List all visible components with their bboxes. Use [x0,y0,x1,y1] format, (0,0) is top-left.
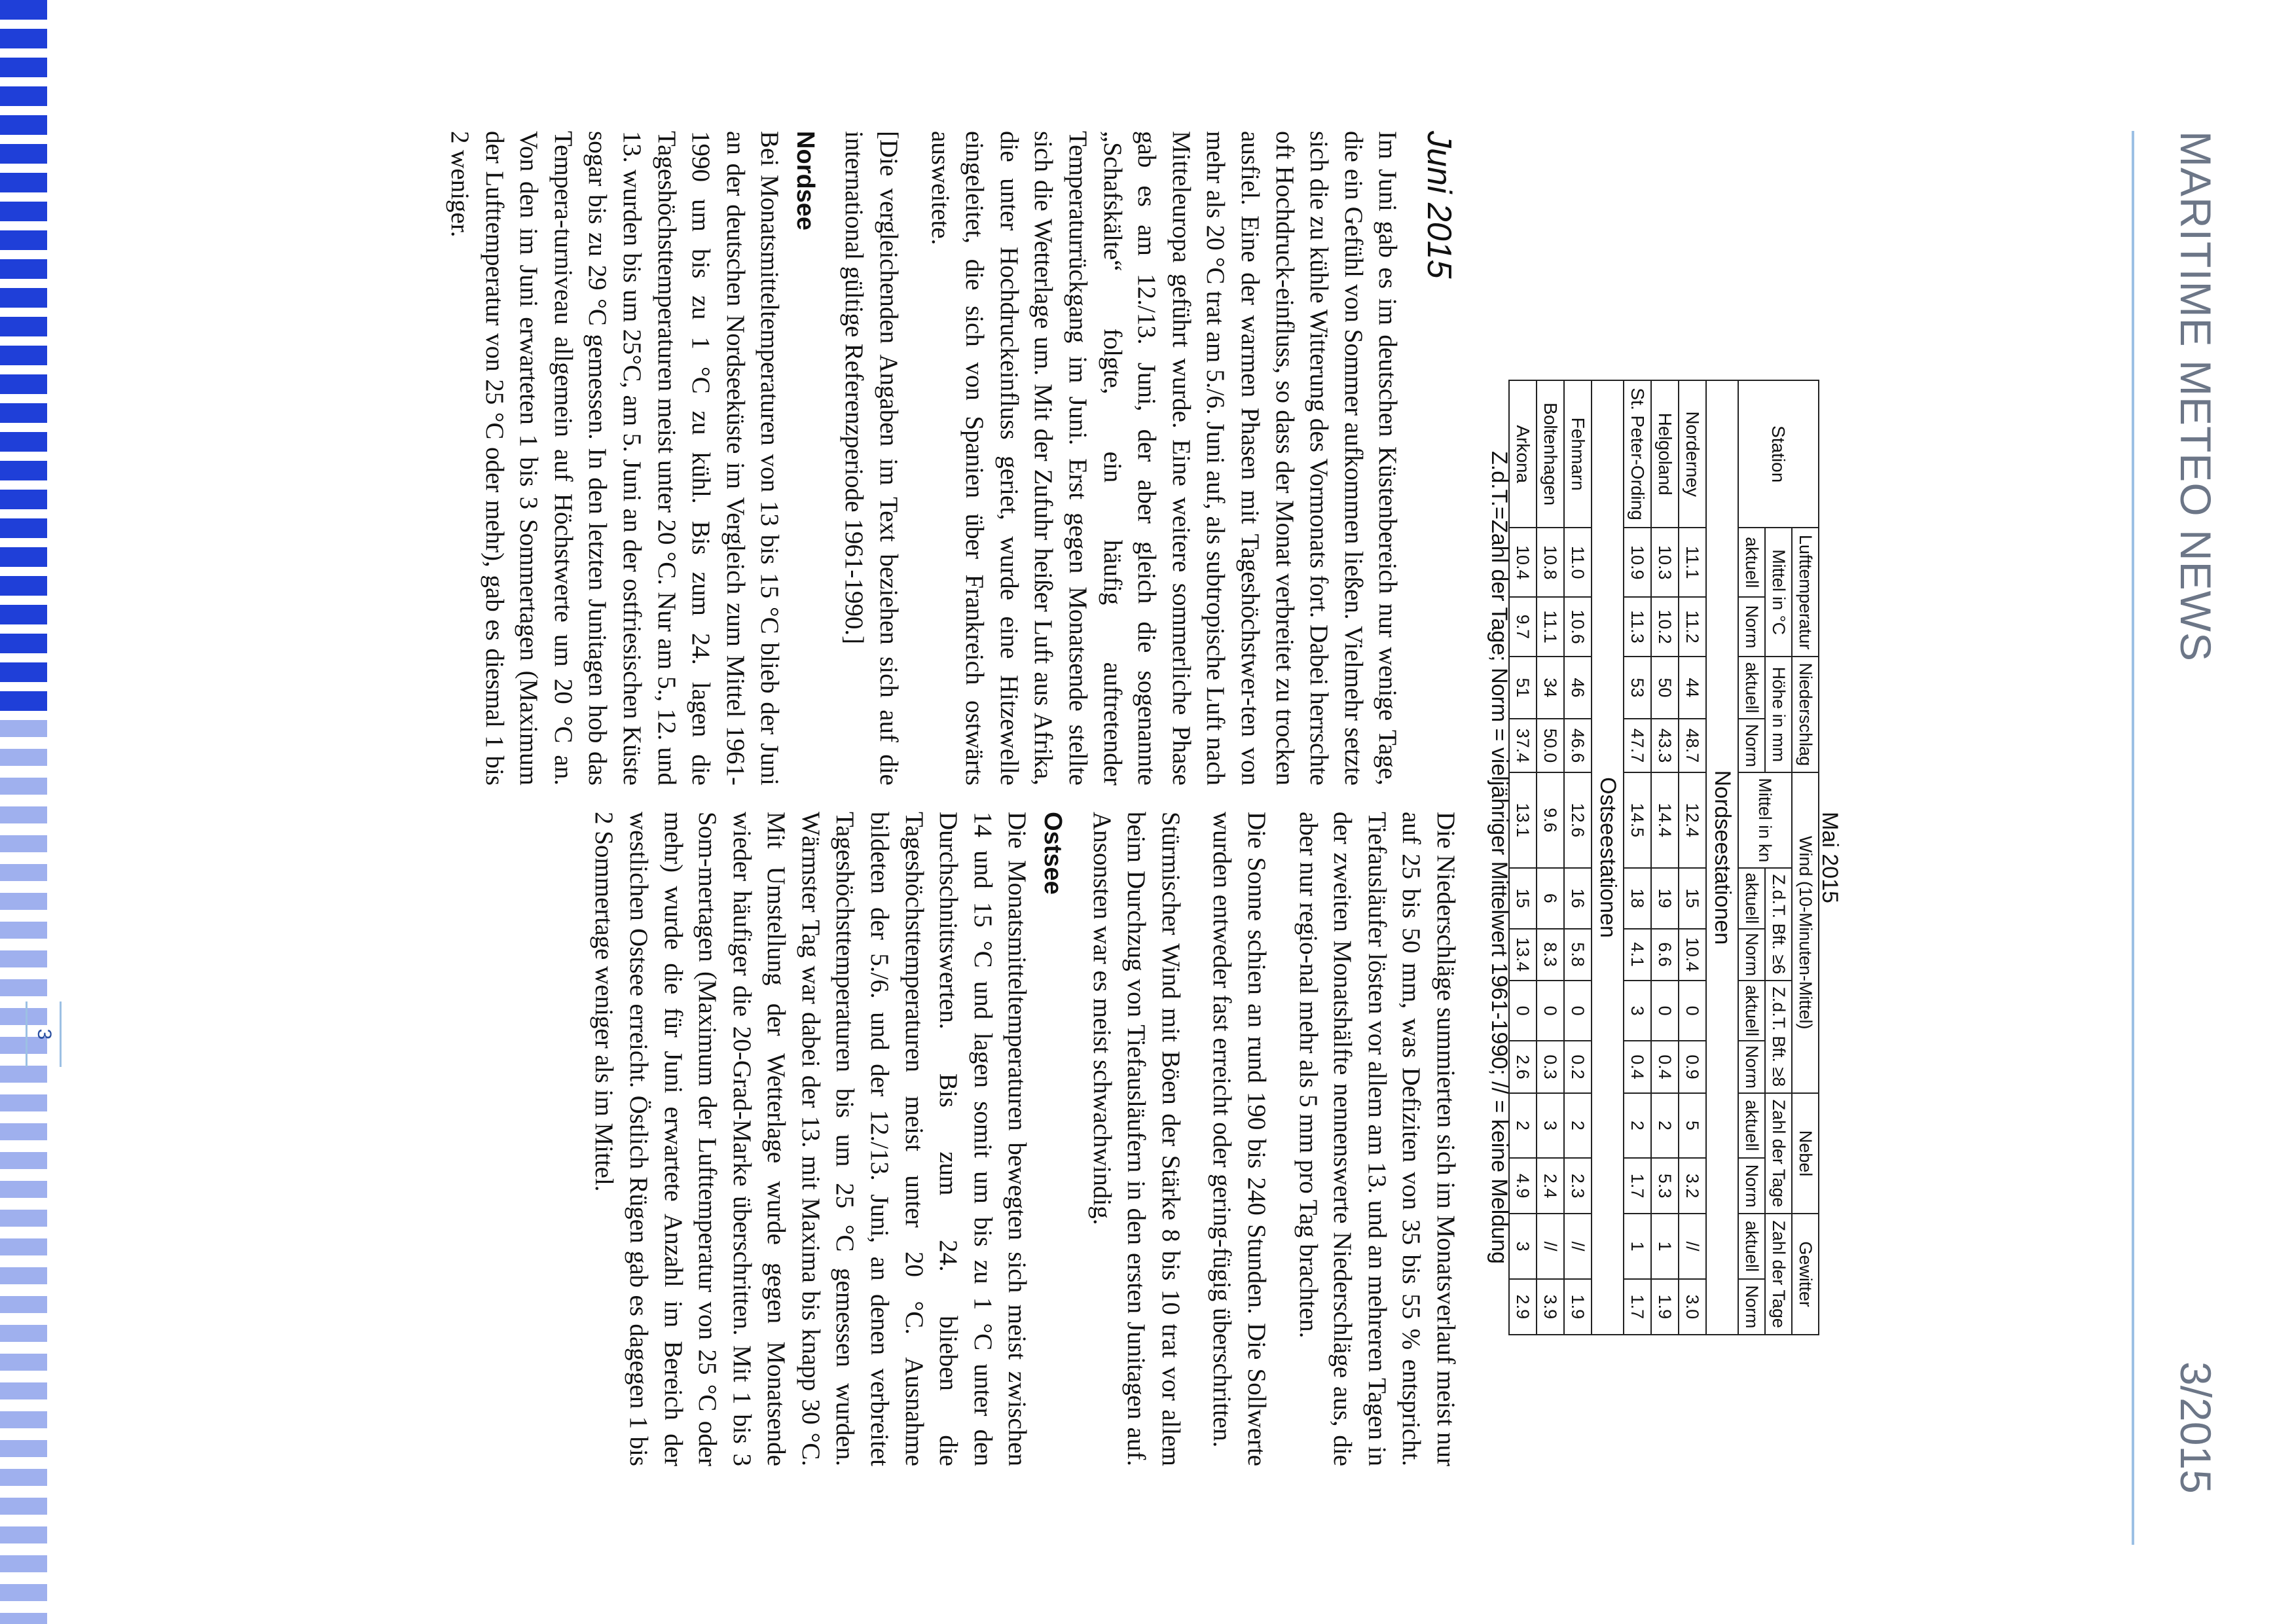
paragraph: Im Juni gab es im deutschen Küstenbereich nur wenige Tage, die ein Gefühl von Sommer aufkommen ließen. Vielmehr setzte sich die zu kühle Witterung des Vormonats fort. Dabei herrschte oft Hochdruck-einfluss, so dass der Monat verbreitet zu trocken ausfiel. Eine der warmen Phasen mit Tageshöchstwer-ten von mehr als 20 °C trat am 5./6. Juni auf, als subtropische Luft nach Mitteleuropa geführt wurde. Eine weitere sommerliche Phase gab es am 12./13. Juni, der aber gleich die sogenannte „Schafskälte“ folgte, ein häufig auftretender Temperaturrückgang im Juni. Erst gegen Monatsende stellte sich die Wetterlage um. Mit der Zufuhr heißer Luft aus Afrika, die unter Hochdruckeinfluss geriet, wurde eine Hitzewelle eingeleitet, die sich von Spanien über Frankreich ostwärts ausweitete. [926,131,1402,785]
table-cell: 1.9 [1651,1279,1679,1335]
col-norm: Norm [1738,1158,1765,1214]
table-cell: 2 [1564,1093,1592,1158]
col-aktuell: aktuell [1738,528,1765,597]
table-cell: 13.1 [1509,772,1537,868]
table-cell: 10.4 [1679,929,1706,981]
paragraph: Die Niederschläge summierten sich im Monatsverlauf meist nur auf 25 bis 50 mm, was Defiziten von 35 bis 55 % entspricht. Tiefausläufer lösten vor allem am 13. und an mehreren Tagen in der zweiten Monatshälfte nennenswerte Niederschläge aus, die aber nur regio-nal mehr als 5 mm pro Tag brachten. [1294,812,1460,1466]
table-cell: 50.0 [1537,719,1564,772]
station-name: Helgoland [1651,380,1679,528]
col-norm: Norm [1738,597,1765,657]
col-norm: Norm [1738,929,1765,981]
table-cell: 4.1 [1624,929,1651,981]
station-name: Arkona [1509,380,1537,528]
table-cell: 1 [1624,1214,1651,1278]
table-row [1564,380,1592,1335]
col-norm: Norm [1738,1041,1765,1092]
table-cell: 13.4 [1509,929,1537,981]
group-header: Nebel [1792,1093,1819,1214]
col-norm: Norm [1738,719,1765,772]
station-header: Station [1738,380,1819,528]
paragraph: Die Sonne schien an rund 190 bis 240 Stunden. Die Sollwerte wurden entweder fast erreicht oder gering-fügig überschritten. [1208,812,1271,1466]
table-row [1624,380,1651,1335]
sub-header: Mittel in kn [1738,772,1792,868]
col-aktuell: aktuell [1738,1214,1765,1278]
table-cell: 46.6 [1564,719,1592,772]
table-cell: 5.8 [1564,929,1592,981]
page-number-rule [26,1001,27,1067]
table-cell: 12.6 [1564,772,1592,868]
table-cell: 0 [1679,981,1706,1041]
table-cell: 14.5 [1624,772,1651,868]
table-cell: 48.7 [1679,719,1706,772]
issue-number: 3/2015 [2172,1362,2220,1494]
table-cell: 14.4 [1651,772,1679,868]
table-cell: 1 [1651,1214,1679,1278]
table-cell: 10.6 [1564,597,1592,657]
table-cell: // [1564,1214,1592,1278]
table-cell: 3.9 [1537,1279,1564,1335]
table-cell: 10.2 [1651,597,1679,657]
table-cell: 0.3 [1537,1041,1564,1092]
table-cell: 10.3 [1651,528,1679,597]
table-cell: 50 [1651,657,1679,719]
table-cell: 4.9 [1509,1158,1537,1214]
table-cell: 19 [1651,868,1679,929]
paragraph: Stürmischer Wind mit Böen der Stärke 8 bis 10 trat vor allem beim Durchzug von Tiefausläufern in den ersten Junitagen auf. Ansonsten war es meist schwachwindig. [1087,812,1185,1466]
table-cell: 10.8 [1537,528,1564,597]
group-header: Niederschlag [1792,657,1819,772]
sub-header: Mittel in °C [1765,528,1792,656]
table-cell: 47.7 [1624,719,1651,772]
table-cell: 16 [1564,868,1592,929]
table-cell: 12.4 [1679,772,1706,868]
group-header: Lufttemperatur [1792,528,1819,656]
table-cell: 37.4 [1509,719,1537,772]
table-cell: 0 [1509,981,1537,1041]
table-row [1509,380,1537,1335]
table-cell: 15 [1679,868,1706,929]
table-cell: 2 [1651,1093,1679,1158]
table-cell: 0.9 [1679,1041,1706,1092]
col-aktuell: aktuell [1738,868,1765,929]
table-cell: 6 [1537,868,1564,929]
table-cell: 51 [1509,657,1537,719]
table-cell: 8.3 [1537,929,1564,981]
table-cell: 2.4 [1537,1158,1564,1214]
table-cell: // [1679,1214,1706,1278]
right-column [587,812,1463,1466]
table-cell: 0 [1651,981,1679,1041]
paragraph: Bei Monatsmitteltemperaturen von 13 bis 15 °C blieb der Juni an der deutschen Nordseeküste im Vergleich zum Mittel 1961-1990 um bis zu 1 °C zu kühl. Bis zum 24. lagen die Tageshöchsttemperaturen meist unter 20 °C. Nur am 5., 12. und 13. wurden bis um 25°C, am 5. Juni an der ostfriesischen Küste sogar bis zu 29 °C gemessen. In den letzten Junitagen hob das Tempera-turniveau allgemein auf Höchstwerte um 20 °C an. Von den im Juni erwarteten 1 bis 3 Sommertagen (Maximum der Lufttemperatur von 25 °C oder mehr), gab es diesmal 1 bis 2 weniger. [445,131,784,785]
paragraph: Die Monatsmitteltemperaturen bewegten sich meist zwischen 14 und 15 °C und lagen somit um bis zu 1 °C unter den Durchschnittswerten. Bis zum 24. blieben die Tageshöchsttemperaturen meist unter 20 °C. Ausnahme bildeten der 5./6. und der 12./13. Juni, an denen verbreitet Tageshöchsttemperaturen bis um 25 °C gemessen wurden. Wärmster Tag war dabei der 13. mit Maxima bis knapp 30 °C. Mit Umstellung der Wetterlage wurde gegen Monatsende wieder häufiger die 20-Grad-Marke überschritten. Mit 1 bis 3 Som-mertagen (Maximum der Lufttemperatur von 25 °C oder mehr) wurde die für Juni erwartete Anzahl im Bereich der westlichen Ostsee erreicht. Östlich Rügen gab es dagegen 1 bis 2 Sommertage weniger als im Mittel. [590,812,1032,1466]
table-cell: 2.9 [1509,1279,1537,1335]
table-cell: 3 [1509,1214,1537,1278]
table-cell: 0.2 [1564,1041,1592,1092]
table-cell: 11.1 [1679,528,1706,597]
table-cell: 2 [1509,1093,1537,1158]
col-aktuell: aktuell [1738,1093,1765,1158]
station-name: Norderney [1679,380,1706,528]
group-header: Gewitter [1792,1214,1819,1335]
weather-table [1508,380,1819,1335]
ostsee-heading: Ostsee [1039,812,1067,895]
sub-header: Zahl der Tage [1765,1093,1792,1214]
table-cell: // [1537,1214,1564,1278]
table-cell: 46 [1564,657,1592,719]
table-cell: 11.0 [1564,528,1592,597]
table-cell: 11.1 [1537,597,1564,657]
col-norm: Norm [1738,1279,1765,1335]
table-cell: 53 [1624,657,1651,719]
station-name: Fehmarn [1564,380,1592,528]
section-north-label: Nordseestationen [1706,380,1738,1335]
table-caption: Mai 2015 [1817,812,1842,903]
table-cell: 0 [1564,981,1592,1041]
table-legend: Z.d.T.=Zahl der Tage; Norm = vieljähriger Mittelwert 1961-1990; // = keine Meldung [1487,451,1512,1264]
page-number-rule [60,1001,62,1067]
baltic-stations [1509,380,1592,1335]
table-cell: 18 [1624,868,1651,929]
table-cell: 2 [1624,1093,1651,1158]
month-heading: Juni 2015 [1420,131,1458,279]
table-cell: 6.6 [1651,929,1679,981]
nordsee-heading: Nordsee [791,131,819,231]
station-name: St. Peter-Ording [1624,380,1651,528]
table-cell: 2.6 [1509,1041,1537,1092]
sub-header: Höhe in mm [1765,657,1792,772]
table-cell: 0 [1537,981,1564,1041]
table-cell: 3 [1624,981,1651,1041]
table-row [1679,380,1706,1335]
table-cell: 1.7 [1624,1158,1651,1214]
left-column [442,131,1456,785]
table-cell: 34 [1537,657,1564,719]
table-cell: 9.6 [1537,772,1564,868]
table-cell: 11.2 [1679,597,1706,657]
paragraph: [Die vergleichenden Angaben im Text beziehen sich auf die international gültige Referenzperiode 1961-1990.] [840,131,903,785]
sub-header: Z.d.T. Bft. ≥8 [1765,981,1792,1093]
table-cell: 2.3 [1564,1158,1592,1214]
col-aktuell: aktuell [1738,657,1765,719]
table-cell: 3.0 [1679,1279,1706,1335]
table-cell: 44 [1679,657,1706,719]
col-aktuell: aktuell [1738,981,1765,1041]
north-stations [1624,380,1706,1335]
table-cell: 0.4 [1651,1041,1679,1092]
table-cell: 3.2 [1679,1158,1706,1214]
table-row [1651,380,1679,1335]
table-cell: 10.4 [1509,528,1537,597]
table-cell: 11.3 [1624,597,1651,657]
header-divider [2132,131,2134,1545]
table-cell: 43.3 [1651,719,1679,772]
table-cell: 0.4 [1624,1041,1651,1092]
table-cell: 1.7 [1624,1279,1651,1335]
table-cell: 9.7 [1509,597,1537,657]
table-cell: 5 [1679,1093,1706,1158]
section-baltic-label: Ostseestationen [1592,380,1624,1335]
table-cell: 10.9 [1624,528,1651,597]
table-cell: 15 [1509,868,1537,929]
table-cell: 5.3 [1651,1158,1679,1214]
page-number: 3 [33,1028,55,1040]
sub-header: Z.d.T. Bft. ≥6 [1765,868,1792,981]
table-cell: 3 [1537,1093,1564,1158]
table-cell: 1.9 [1564,1279,1592,1335]
group-header: Wind (10-Minuten-Mittel) [1792,772,1819,1093]
table-row [1537,380,1564,1335]
station-name: Boltenhagen [1537,380,1564,528]
newsletter-title: MARITIME METEO NEWS [2172,131,2220,662]
sub-header: Zahl der Tage [1765,1214,1792,1335]
